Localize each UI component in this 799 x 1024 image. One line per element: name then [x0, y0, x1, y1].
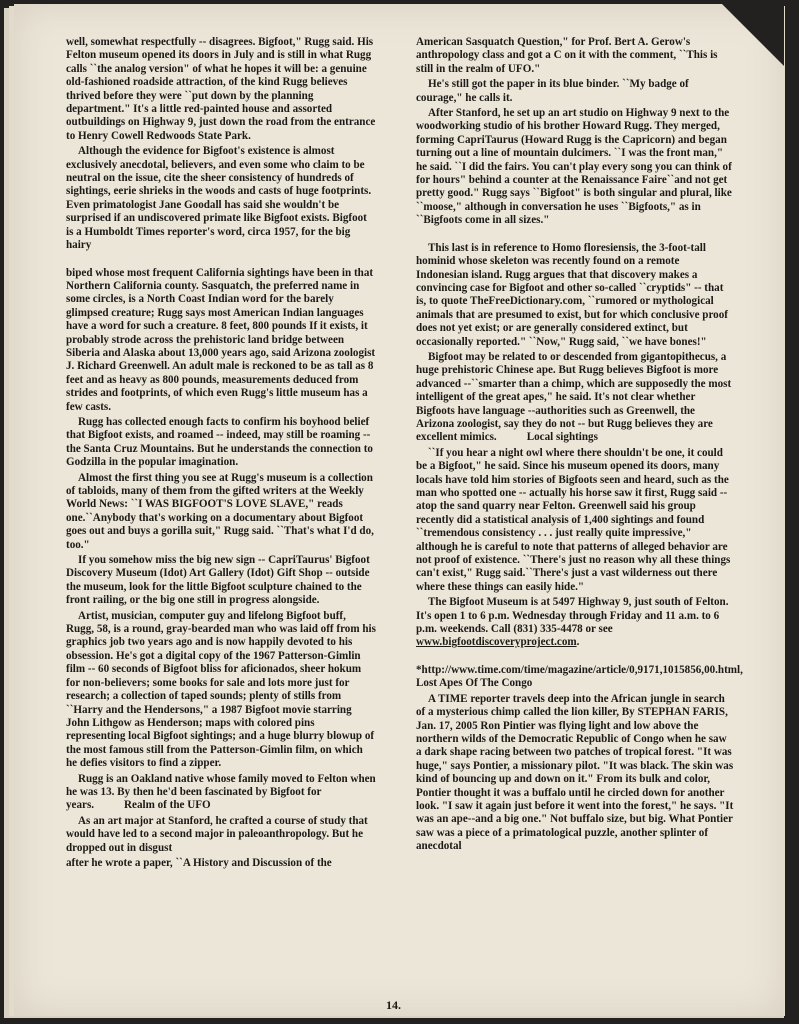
paragraph [416, 596, 734, 650]
paragraph: *http://www.time.com/time/magazine/article/0,9171,1015856,00.html, Lost Apes Of The Congo [416, 663, 743, 690]
paragraph-text: The Bigfoot Museum is at 5497 Highway 9, just south of Felton. It's open 1 to 6 p.m. Wednesday through Friday and 11 a.m. to 6 p.m. weekends. Call (831) 335-4478 or see [416, 596, 729, 636]
paragraph: Almost the first thing you see at Rugg's museum is a collection of tabloids, many of them from the gifted writers at the Weekly World News: ``I WAS BIGFOOT'S LOVE SLAVE," reads one.``Anybody that's working on a documentary about Bigfoot goes out and buys a gorilla suit," Rugg said. ``That's what I'd do, too." [66, 471, 374, 551]
paragraph: After Stanford, he set up an art studio on Highway 9 next to the woodworking studio of his brother Howard Rugg. They merged, forming CapriTaurus (Howard Rugg is the Capricorn) and began turning out a line of mountain dulcimers. ``I was the front man," he said. ``I did the fairs. You can't play every song you can think of for hours" behind a counter at the Renaissance Faire``and not get pretty good." Rugg says ``Bigfoot" is both singular and plural, like ``moose," although in conversation he uses ``Bigfoots," as in ``Bigfoots come in all sizes." [416, 107, 732, 227]
paragraph: If you somehow miss the big new sign -- CapriTaurus' Bigfoot Discovery Museum (Idot) Art Gallery (Idot) Gift Shop -- outside the museum, look for the little Bigfoot sculpture chained to the front railing, or the big one still in progress alongside. [66, 554, 370, 607]
paragraph: He's still got the paper in its blue binder. ``My badge of courage," he calls it. [416, 78, 689, 104]
paragraph: As an art major at Stanford, he crafted a course of study that would have led to a second major in paleoanthropology. But he dropped out in disgust [66, 814, 368, 854]
document-page [14, 4, 784, 1016]
museum-website-link[interactable]: www.bigfootdiscoveryproject.com [416, 636, 577, 649]
paragraph: Rugg has collected enough facts to confirm his boyhood belief that Bigfoot exists, and roamed -- indeed, may still be roaming -- the Santa Cruz Mountains. But he understands the connection to Godzilla in the popular imagination. [66, 415, 373, 469]
paragraph: This last is in reference to Homo floresiensis, the 3-foot-tall hominid whose skeleton was recently found on a remote Indonesian island. Rugg argues that that discovery makes a convincing case for Bigfoot and other so-called ``cryptids" -- that is, to quote TheFreeDictionary.com, ``rumored or mythological animals that are presumed to exist, but for which conclusive proof does not yet exist; or are generally considered extinct, but occasionally reported." ``Now," Rugg said, ``we have bones!" [416, 241, 728, 348]
paragraph-text: Rugg is an Oakland native whose family moved to Felton when he was 13. By then he'd been fascinated by Bigfoot for years. [66, 772, 376, 812]
paragraph-text: Bigfoot may be related to or descended from gigantopithecus, a huge prehistoric Chinese ape. But Rugg believes Bigfoot is more advanced --``smarter than a chimp, which are supposedly the most intelligent of the great apes," he said. It's not clear whether Bigfoots have language --authorities such as Greenwell, the Arizona zoologist, say they do not -- but Rugg believes they are excellent mimics. [416, 350, 732, 444]
section-subhead: Realm of the UFO [124, 799, 211, 812]
paragraph: biped whose most frequent California sightings have been in that Northern California county. Sasquatch, the preferred name in some circles, is a North Coast Indian word for the barely glimpsed creature; Rugg says most American Indian languages have a word for such a creature. 8 feet, 800 pounds If it exists, it probably strode across the prehistoric land bridge between Siberia and Alaska about 13,000 years ago, said Arizona zoologist J. Richard Greenwell. An adult male is reckoned to be as tall as 8 feet and as heavy as 800 pounds, measurements deduced from strides and footprints, of which even Rugg's little museum has a few casts. [66, 266, 376, 413]
paragraph: A TIME reporter travels deep into the African jungle in search of a mysterious chimp called the lion killer, By STEPHAN FARIS, Jan. 17, 2005 Ron Pintier was flying light and low above the northern wilds of the Democratic Republic of Congo when he saw a dark shape racing between two patches of tropical forest. "It was huge," says Pontier, a missionary pilot. "It was black. The skin was kind of bouncing up and down on it." From its bulk and color, Pontier thought it was a buffalo until he circled down for another look. "I saw it again just before it went into the forest," he says. "It was an ape--and a big one." Not buffalo size, but big. What Pontier saw was a piece of a primatological puzzle, another splinter of anecdotal [416, 692, 734, 853]
column-break [416, 230, 734, 242]
right-column [416, 36, 743, 856]
page-number: 14. [386, 998, 401, 1012]
paragraph: after he wrote a paper, ``A History and Discussion of the [66, 856, 332, 869]
paragraph: Although the evidence for Bigfoot's existence is almost exclusively anecdotal, believers, and even some who claim to be neutral on the issue, cite the sheer consistency of hundreds of sightings, eerie shrieks in the woods and casts of huge footprints. Even primatologist Jane Goodall has said she wouldn't be surprised if an undiscovered primate like Bigfoot exists. Bigfoot is a Humboldt Times reporter's word, circa 1957, for the big hairy [66, 145, 372, 252]
left-column [66, 36, 376, 872]
paragraph [66, 773, 376, 813]
paragraph [416, 351, 734, 445]
section-gap [416, 652, 734, 664]
paragraph: American Sasquatch Question," for Prof. Bert A. Gerow's anthropology class and got a C on it with the comment, ``This is still in the realm of UFO." [416, 36, 718, 75]
paragraph-end: . [576, 636, 580, 649]
section-subhead: Local sightings [526, 431, 598, 444]
paragraph: ``If you hear a night owl where there shouldn't be one, it could be a Bigfoot," he said. Since his museum opened its doors, many locals have told him stories of Bigfoots seen and heard, such as the man who spotted one -- actually his horse saw it first, Rugg said -- atop the sand quarry near Felton. Greenwell said his group recently did a statistical analysis of 1,400 sightings and found ``tremendous consistency . . . just really quite impressive," although he is careful to note that patterns of alleged behavior are not proof of existence. ``There's just no reason why all these things can't exist," Rugg said.``There's just a vast wilderness out there where these things can easily hide." [416, 446, 731, 593]
column-break [66, 255, 376, 267]
paragraph: Artist, musician, computer guy and lifelong Bigfoot buff, Rugg, 58, is a round, gray-bearded man who was laid off from his graphics job two years ago and is now happily devoted to his obsession. He's got a digital copy of the 1967 Patterson-Gimlin film -- 60 seconds of Bigfoot bliss for aficionados, sheer hokum for non-believers; some books for sale and lots more just for research; a collection of taped sounds; plenty of stills from ``Harry and the Hendersons," a 1987 Bigfoot movie starring John Lithgow as Henderson; maps with colored pins representing local Bigfoot sightings; and a huge blurry blowup of the most famous still from the Patterson-Gimlin film, on which he defies visitors to find a zipper. [66, 609, 376, 770]
paragraph: well, somewhat respectfully -- disagrees. Bigfoot," Rugg said. His Felton museum opened its doors in July and is still in what Rugg calls ``the analog version" of what he hopes it will be: a genuine old-fashioned roadside attraction, of the kind Rugg believes thrived before they were ``put down by the planning department." It's a little red-painted house and assorted outbuildings on Highway 9, just down the road from the entrance to Henry Cowell Redwoods State Park. [66, 36, 376, 142]
